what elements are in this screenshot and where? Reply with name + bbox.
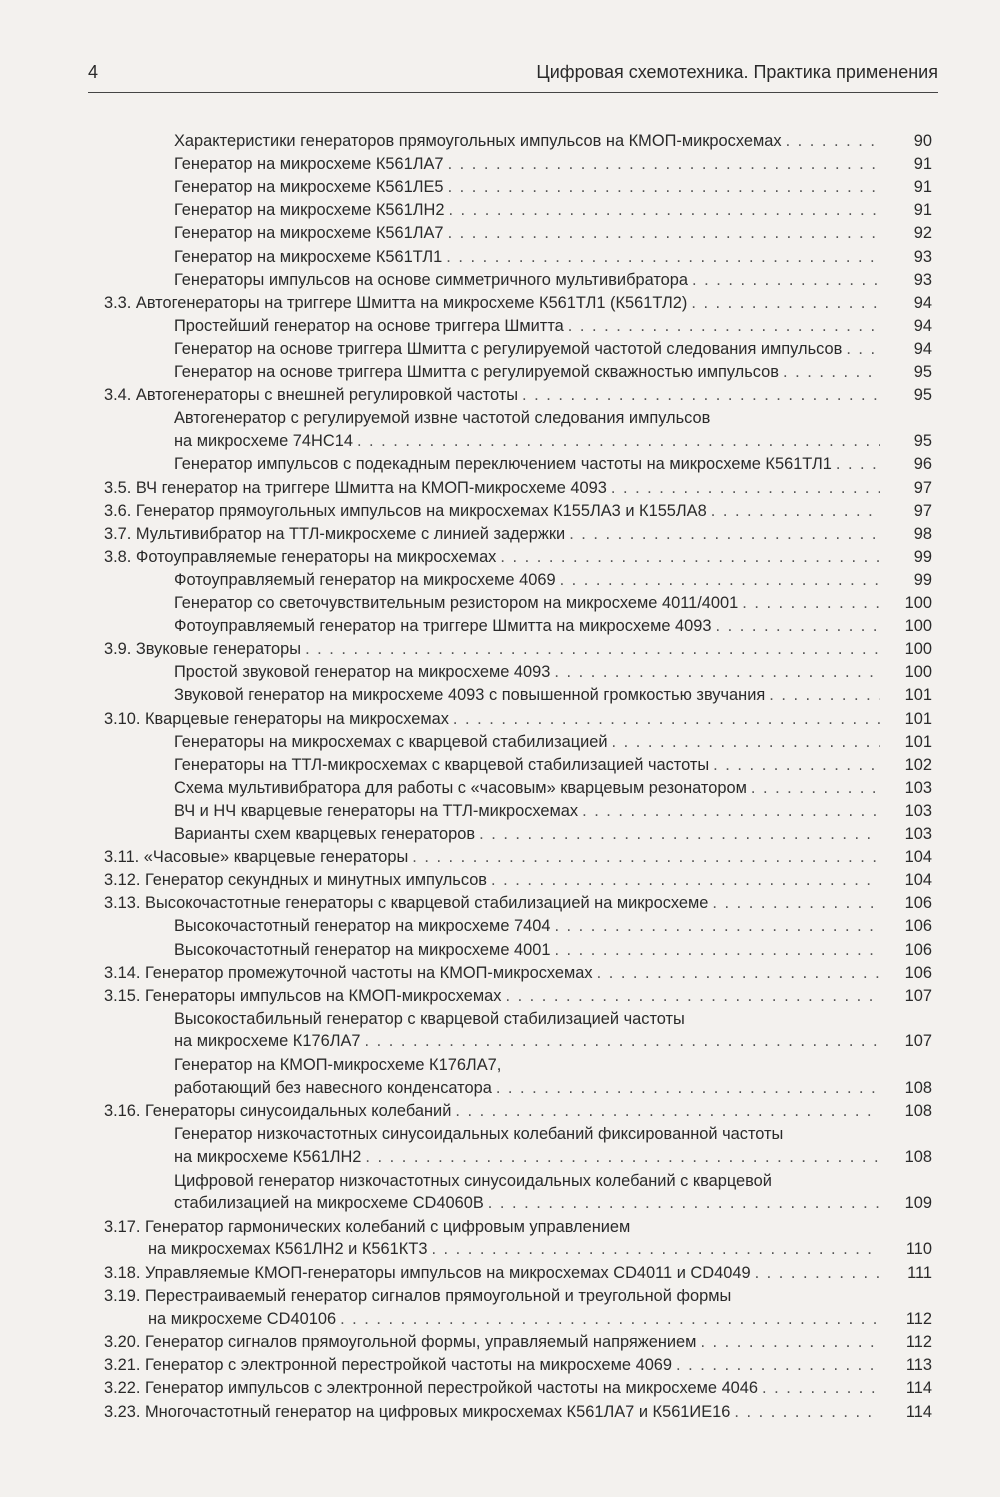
- toc-entry-title-line: на микросхеме К176ЛА7: [174, 1032, 361, 1051]
- toc-entry: [104, 846, 932, 869]
- toc-entry-title-line: 3.7. Мультивибратор на ТТЛ-микросхеме с линией задержки: [104, 524, 566, 543]
- toc-entry-title-line: 3.9. Звуковые генераторы: [104, 640, 302, 659]
- toc-entry-title-line: 3.17. Генератор гармонических колебаний с цифровым управлением: [104, 1217, 631, 1236]
- dot-leader: [522, 384, 880, 407]
- toc-entry-title-line: 3.14. Генератор промежуточной частоты на КМОП-микросхемах: [104, 963, 593, 982]
- toc-entry-page-number: 94: [913, 316, 932, 335]
- toc-entry-page-number: 93: [913, 270, 932, 289]
- toc-entry: [174, 222, 932, 245]
- toc-entry-page-number: 100: [904, 663, 932, 682]
- toc-entry-page-number: 99: [913, 547, 932, 566]
- toc-entry: [174, 592, 932, 615]
- toc-entry-title-line: Генератор на микросхеме К561ЛА7: [174, 224, 444, 243]
- toc-entry: [104, 892, 932, 915]
- toc-entry: [104, 500, 932, 523]
- toc-entry-page-number: 108: [904, 1102, 932, 1121]
- toc-entry: [104, 477, 932, 500]
- toc-entry-page-number: 111: [907, 1263, 932, 1282]
- toc-entry-title-line: ВЧ и НЧ кварцевые генераторы на ТТЛ-микросхемах: [174, 801, 579, 820]
- dot-leader: [836, 453, 880, 476]
- toc-entry-page-number: 113: [905, 1356, 932, 1375]
- dot-leader: [700, 1331, 880, 1354]
- dot-leader: [446, 246, 880, 269]
- toc-entry: [104, 1285, 932, 1330]
- toc-entry: [174, 1123, 932, 1168]
- toc-entry: [104, 869, 932, 892]
- toc-entry-page-number: 100: [904, 594, 932, 612]
- toc-entry: [174, 939, 932, 962]
- toc-entry-page-number: 114: [905, 1379, 932, 1398]
- toc-entry-title-line: 3.15. Генераторы импульсов на КМОП-микросхемах: [104, 986, 502, 1005]
- toc-entry-page-number: 107: [904, 1032, 932, 1051]
- toc-entry-title-line: на микросхеме К561ЛН2: [174, 1147, 362, 1166]
- toc-entry: [174, 130, 932, 153]
- toc-entry-title-line: 3.3. Автогенераторы на триггере Шмитта на микросхеме К561ТЛ1 (К561ТЛ2): [104, 293, 688, 312]
- toc-entry-title-line: Генератор на микросхеме К561ЛА7: [174, 155, 444, 174]
- toc-entry-title-line: Схема мультивибратора для работы с «часовым» кварцевым резонатором: [174, 778, 747, 797]
- toc-entry-page-number: 93: [913, 247, 932, 266]
- toc-entry: [104, 384, 932, 407]
- toc-entry: [174, 777, 932, 800]
- toc-entry-page-number: 100: [904, 617, 932, 636]
- toc-entry-page-number: 106: [904, 963, 932, 982]
- dot-leader: [713, 754, 880, 777]
- toc-entry: [174, 731, 932, 754]
- toc-entry-page-number: 106: [904, 894, 932, 913]
- toc-entry-title-line: на микросхемах К561ЛН2 и К561КТ3: [148, 1240, 428, 1259]
- dot-leader: [479, 823, 880, 846]
- dot-leader: [365, 1146, 880, 1169]
- dot-leader: [455, 1100, 880, 1123]
- dot-leader: [554, 939, 880, 962]
- toc-entry: [104, 1401, 932, 1424]
- toc-entry: [174, 199, 932, 222]
- dot-leader: [597, 962, 880, 985]
- toc-entry-title-line: на микросхеме CD40106: [148, 1309, 337, 1328]
- dot-leader: [431, 1238, 880, 1261]
- toc-entry-title-line: Генераторы импульсов на основе симметричного мультивибратора: [174, 270, 689, 289]
- dot-leader: [412, 846, 880, 869]
- toc-entry: [174, 269, 932, 292]
- dot-leader: [453, 708, 880, 731]
- toc-entry-title-line: Генераторы на ТТЛ-микросхемах с кварцевой стабилизацией частоты: [174, 755, 710, 774]
- toc-entry: [104, 708, 932, 731]
- toc-entry: [174, 569, 932, 592]
- toc-entry-page-number: 102: [904, 755, 932, 774]
- toc-entry-title-line: Звуковой генератор на микросхеме 4093 с повышенной громкостью звучания: [174, 686, 766, 705]
- toc-entry: [174, 754, 932, 777]
- toc-entry-page-number: 97: [913, 501, 932, 520]
- toc-entry-title-line: Высокочастотный генератор на микросхеме 7404: [174, 917, 551, 936]
- toc-entry-page-number: 112: [905, 1333, 932, 1352]
- toc-entry-page-number: 95: [913, 431, 932, 450]
- dot-leader: [554, 915, 880, 938]
- toc-entry-page-number: 95: [913, 363, 932, 381]
- toc-entry-title-line: Фотоуправляемый генератор на микросхеме 4069: [174, 570, 556, 589]
- dot-leader: [448, 153, 880, 176]
- toc-entry: [174, 1008, 932, 1053]
- toc-entry-page-number: 94: [913, 293, 932, 312]
- toc-entry-title-line: 3.20. Генератор сигналов прямоугольной формы, управляемый напряжением: [104, 1333, 697, 1352]
- dot-leader: [751, 777, 880, 800]
- toc-entry-page-number: 95: [913, 386, 932, 405]
- toc-entry: [174, 246, 932, 269]
- toc-entry-title-line: Генератор на микросхеме К561ТЛ1: [174, 247, 443, 266]
- toc-entry-title-line: 3.13. Высокочастотные генераторы с кварцевой стабилизацией на микросхеме: [104, 894, 709, 913]
- dot-leader: [496, 1077, 880, 1100]
- toc-entry: [174, 915, 932, 938]
- toc-entry-page-number: 103: [904, 801, 932, 820]
- toc-entry-page-number: 101: [904, 732, 932, 751]
- toc-entry-title-line: Высокочастотный генератор на микросхеме 4001: [174, 940, 551, 959]
- toc-entry-page-number: 109: [904, 1194, 932, 1212]
- dot-leader: [448, 199, 880, 222]
- toc-entry: [174, 800, 932, 823]
- dot-leader: [357, 430, 880, 453]
- dot-leader: [783, 361, 880, 384]
- toc-entry-page-number: 108: [904, 1078, 932, 1097]
- toc-entry-page-number: 100: [904, 640, 932, 659]
- toc-entry-page-number: 106: [904, 940, 932, 959]
- dot-leader: [611, 477, 880, 500]
- toc-entry-title-line: 3.12. Генератор секундных и минутных импульсов: [104, 871, 488, 890]
- running-title: Цифровая схемотехника. Практика применения: [536, 62, 938, 82]
- toc-entry: [174, 153, 932, 176]
- dot-leader: [734, 1401, 880, 1424]
- toc-entry: [174, 453, 932, 476]
- dot-leader: [742, 592, 880, 615]
- toc-entry-title-line: 3.8. Фотоуправляемые генераторы на микросхемах: [104, 547, 497, 566]
- toc-entry: [104, 962, 932, 985]
- toc-entry-title-line: Генераторы на микросхемах с кварцевой стабилизацией: [174, 732, 608, 751]
- dot-leader: [305, 638, 880, 661]
- toc-entry: [174, 176, 932, 199]
- toc-entry-page-number: 97: [913, 478, 932, 497]
- toc-entry-title-line: 3.18. Управляемые КМОП-генераторы импульсов на микросхемах CD4011 и CD4049: [104, 1263, 751, 1282]
- toc-entry-page-number: 91: [913, 178, 932, 197]
- dot-leader: [488, 1192, 880, 1215]
- toc-entry-title-line: Генератор импульсов с подекадным переключением частоты на микросхеме К561ТЛ1: [174, 455, 832, 474]
- dot-leader: [716, 615, 880, 638]
- toc-entry: [174, 661, 932, 684]
- toc-entry-page-number: 104: [904, 848, 932, 867]
- toc-entry-title-line: Цифровой генератор низкочастотных синусоидальных колебаний с кварцевой: [174, 1171, 772, 1190]
- dot-leader: [786, 130, 880, 153]
- toc-entry-title-line: работающий без навесного конденсатора: [174, 1078, 492, 1097]
- dot-leader: [582, 800, 880, 823]
- toc-entry-title-line: 3.19. Перестраиваемый генератор сигналов прямоугольной и треугольной формы: [104, 1287, 732, 1305]
- toc-entry: [104, 523, 932, 546]
- dot-leader: [569, 523, 880, 546]
- dot-leader: [554, 661, 880, 684]
- toc-entry: [174, 315, 932, 338]
- toc-entry-title-line: стабилизацией на микросхеме CD4060B: [174, 1194, 484, 1212]
- toc-entry-title-line: Простейший генератор на основе триггера Шмитта: [174, 316, 564, 335]
- toc-entry-page-number: 94: [913, 339, 932, 358]
- toc-entry-page-number: 103: [904, 825, 932, 843]
- dot-leader: [691, 292, 880, 315]
- dot-leader: [676, 1354, 880, 1377]
- dot-leader: [612, 731, 880, 754]
- page-header: [88, 58, 938, 93]
- toc-entry-title-line: Генератор на микросхеме К561ЛН2: [174, 201, 445, 220]
- toc-entry-title-line: на микросхеме 74НС14: [174, 431, 353, 450]
- toc-entry-title-line: Высокостабильный генератор с кварцевой стабилизацией частоты: [174, 1009, 685, 1028]
- dot-leader: [365, 1030, 880, 1053]
- toc-entry-page-number: 90: [913, 132, 932, 150]
- dot-leader: [491, 869, 880, 892]
- toc-entry-page-number: 96: [913, 455, 932, 474]
- toc-entry-title-line: Варианты схем кварцевых генераторов: [174, 825, 476, 843]
- toc-entry-title-line: 3.11. «Часовые» кварцевые генераторы: [104, 848, 409, 867]
- toc-entry: [104, 638, 932, 661]
- toc-entry: [104, 546, 932, 569]
- toc-entry-page-number: 99: [913, 570, 932, 589]
- dot-leader: [692, 269, 880, 292]
- dot-leader: [448, 222, 880, 245]
- toc-entry-title-line: Генератор на микросхеме К561ЛЕ5: [174, 178, 444, 197]
- toc-entry: [174, 338, 932, 361]
- toc-entry: [174, 615, 932, 638]
- dot-leader: [769, 684, 880, 707]
- toc-entry-title-line: Характеристики генераторов прямоугольных импульсов на КМОП-микросхемах: [174, 132, 782, 150]
- toc-entry-title-line: 3.5. ВЧ генератор на триггере Шмитта на КМОП-микросхеме 4093: [104, 478, 607, 497]
- toc-entry-page-number: 110: [905, 1240, 932, 1259]
- toc-entry-title-line: 3.6. Генератор прямоугольных импульсов на микросхемах К155ЛА3 и К155ЛА8: [104, 501, 707, 520]
- toc-entry-page-number: 91: [913, 155, 932, 174]
- toc-entry-title-line: Генератор на КМОП-микросхеме К176ЛА7,: [174, 1056, 502, 1074]
- toc-entry-page-number: 107: [904, 986, 932, 1005]
- toc-entry-title-line: 3.22. Генератор импульсов с электронной перестройкой частоты на микросхеме 4046: [104, 1379, 759, 1398]
- toc-entry-title-line: Генератор низкочастотных синусоидальных колебаний фиксированной частоты: [174, 1125, 784, 1144]
- dot-leader: [448, 176, 880, 199]
- toc-entry-title-line: Автогенератор с регулируемой извне частотой следования импульсов: [174, 409, 711, 428]
- toc-entry-title-line: Фотоуправляемый генератор на триггере Шмитта на микросхеме 4093: [174, 617, 712, 636]
- toc-entry-page-number: 103: [904, 778, 932, 797]
- toc-entry-page-number: 108: [904, 1147, 932, 1166]
- toc-entry-page-number: 106: [904, 917, 932, 936]
- toc-entry-title-line: 3.10. Кварцевые генераторы на микросхемах: [104, 709, 449, 728]
- toc-entry-page-number: 114: [905, 1402, 932, 1421]
- toc-entry: [104, 1377, 932, 1400]
- dot-leader: [846, 338, 880, 361]
- toc-entry: [174, 361, 932, 384]
- dot-leader: [711, 500, 880, 523]
- toc-entry-title-line: 3.4. Автогенераторы с внешней регулировкой частоты: [104, 386, 519, 405]
- toc-entry: [104, 292, 932, 315]
- dot-leader: [712, 892, 880, 915]
- toc-entry-title-line: Генератор на основе триггера Шмитта с регулируемой частотой следования импульсов: [174, 339, 843, 358]
- toc-entry-page-number: 91: [913, 201, 932, 220]
- toc-entry-page-number: 104: [904, 871, 932, 890]
- toc-entry: [174, 823, 932, 846]
- toc-entry: [104, 985, 932, 1008]
- toc-entry-title-line: Генератор со светочувствительным резистором на микросхеме 4011/4001: [174, 594, 739, 612]
- toc-entry: [174, 1170, 932, 1215]
- toc-entry: [174, 684, 932, 707]
- toc-entry: [104, 1354, 932, 1377]
- dot-leader: [560, 569, 880, 592]
- toc-entry: [104, 1100, 932, 1123]
- toc-entry-title-line: Генератор на основе триггера Шмитта с регулируемой скважностью импульсов: [174, 363, 779, 381]
- toc-entry-title-line: 3.23. Многочастотный генератор на цифровых микросхемах К561ЛА7 и К561ИЕ16: [104, 1402, 731, 1421]
- toc-entry-title-line: Простой звуковой генератор на микросхеме 4093: [174, 663, 551, 682]
- toc-entry: [174, 1054, 932, 1099]
- toc-entry: [104, 1216, 932, 1261]
- toc-entry: [104, 1331, 932, 1354]
- dot-leader: [762, 1377, 880, 1400]
- toc-entry-page-number: 101: [904, 686, 932, 705]
- dot-leader: [755, 1262, 880, 1285]
- toc-entry: [174, 407, 932, 452]
- page-number: 4: [88, 62, 99, 82]
- dot-leader: [500, 546, 880, 569]
- toc-entry-page-number: 92: [913, 224, 932, 243]
- toc-entry: [104, 1262, 932, 1285]
- toc-entry-title-line: 3.16. Генераторы синусоидальных колебаний: [104, 1102, 452, 1121]
- toc-entry-page-number: 101: [904, 709, 932, 728]
- dot-leader: [568, 315, 880, 338]
- toc-entry-page-number: 112: [905, 1309, 932, 1328]
- toc-entry-page-number: 98: [913, 524, 932, 543]
- dot-leader: [340, 1308, 880, 1331]
- toc-entry-title-line: 3.21. Генератор с электронной перестройкой частоты на микросхеме 4069: [104, 1356, 673, 1375]
- dot-leader: [505, 985, 880, 1008]
